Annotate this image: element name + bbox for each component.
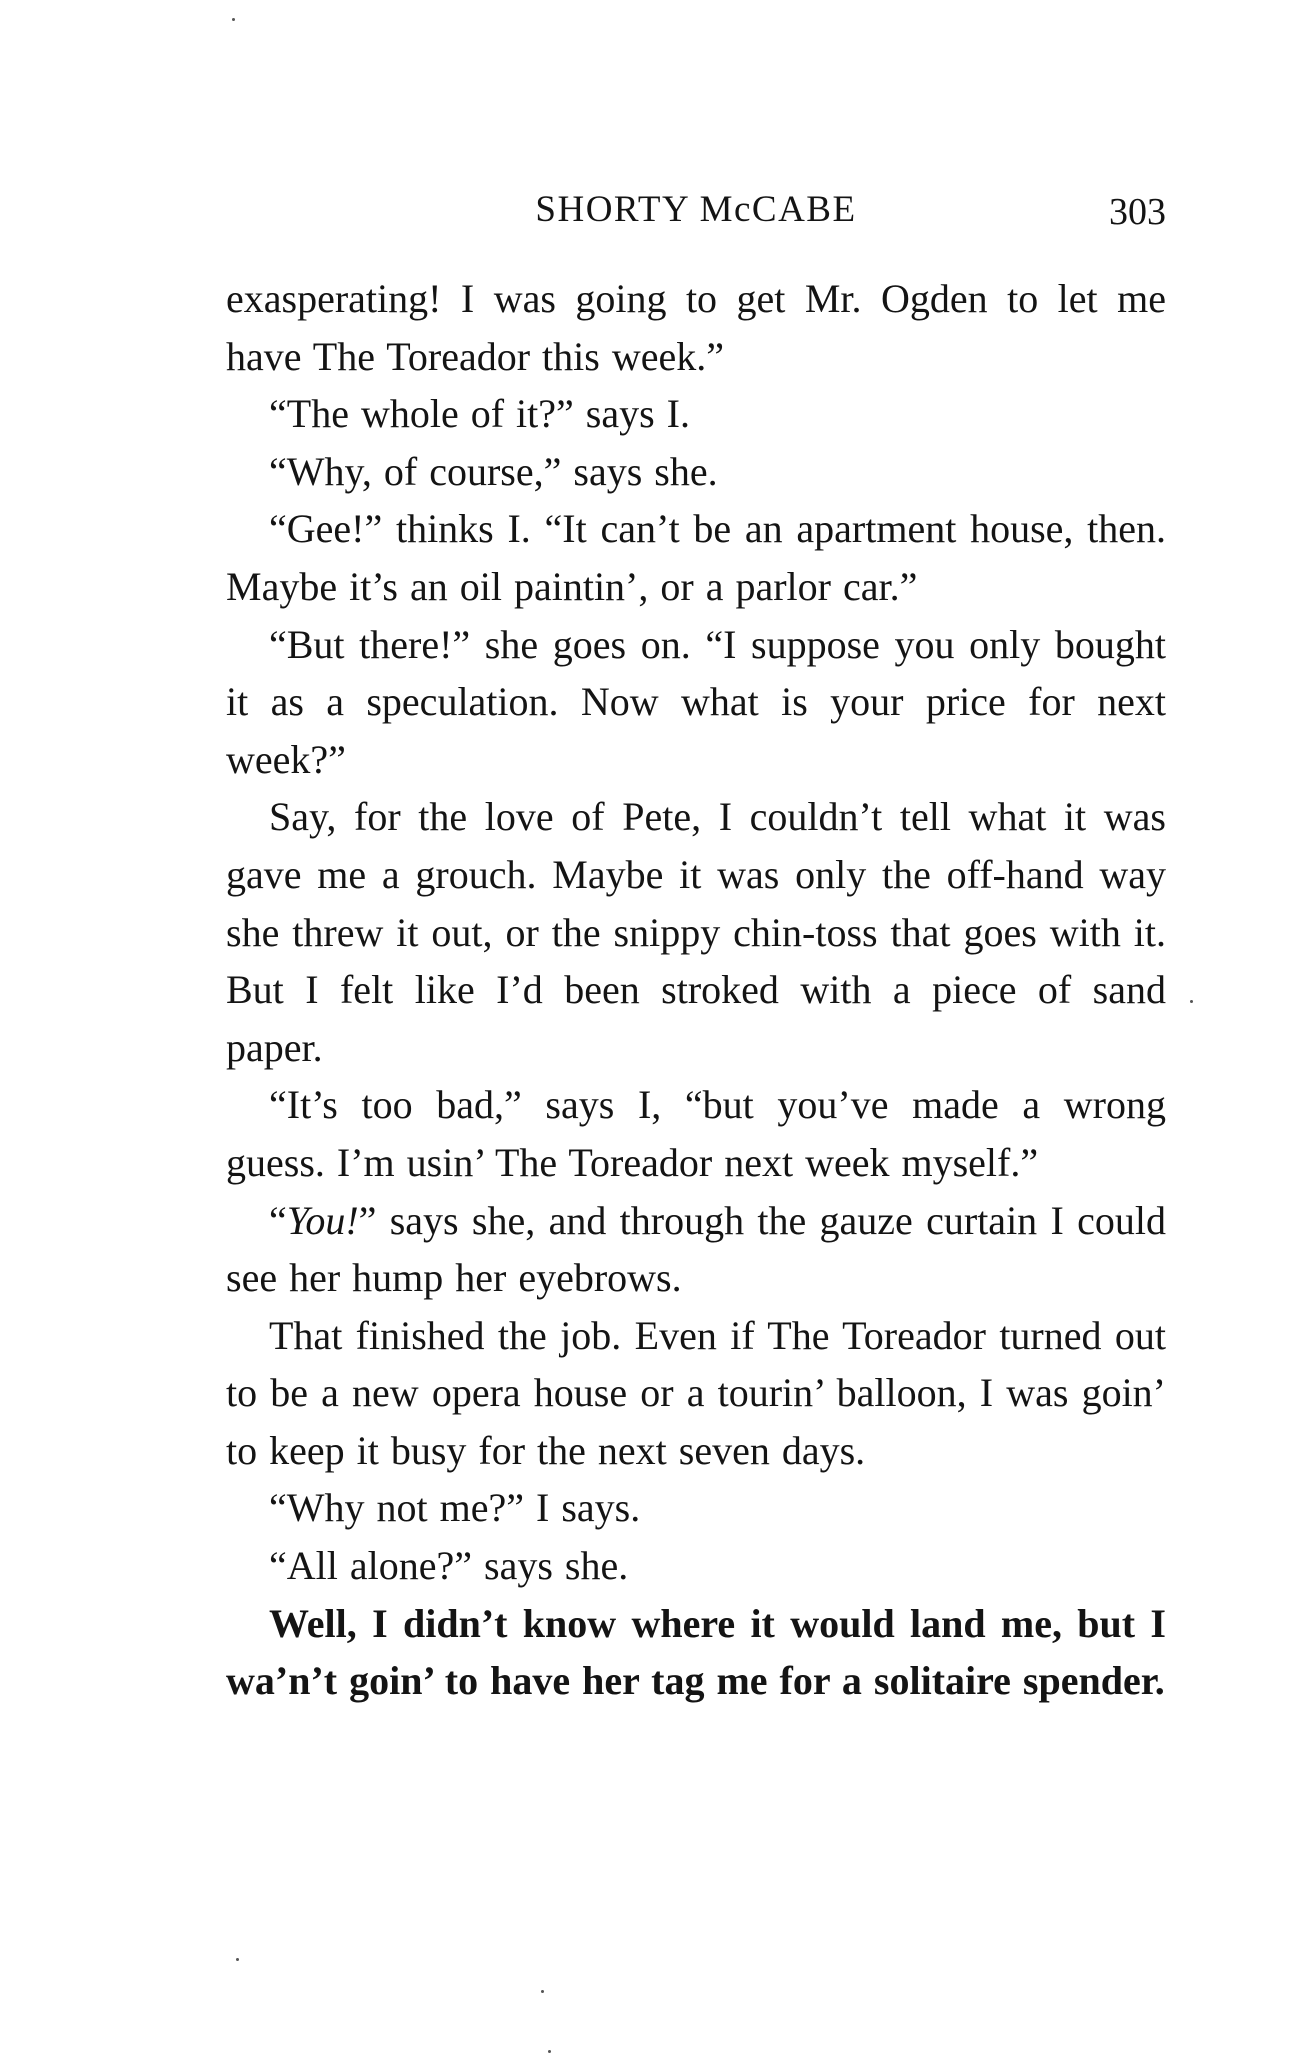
open-quote: “ bbox=[269, 1197, 287, 1243]
emphasized-word: You! bbox=[286, 1197, 359, 1243]
page-number: 303 bbox=[1109, 191, 1166, 233]
paragraph-with-emphasis bbox=[226, 1192, 1166, 1307]
scan-speck bbox=[236, 1958, 239, 1961]
scan-speck bbox=[232, 18, 235, 21]
body-text bbox=[226, 270, 1166, 1710]
paragraph: That finished the job. Even if The Toreador turned out to be a new opera house or a tourin’ balloon, I was goin’ to keep it busy for the next seven days. bbox=[226, 1312, 1166, 1473]
paragraph: “But there!” she goes on. “I suppose you only bought it as a speculation. Now what is your price for next week?” bbox=[226, 621, 1166, 782]
paragraph: Say, for the love of Pete, I couldn’t tell what it was gave me a grouch. Maybe it was only the off-hand way she threw it out, or the snippy chin-toss that goes with it. But I felt like I’d been stroked with a piece of sand paper. bbox=[226, 794, 1166, 1070]
running-title: SHORTY McCABE bbox=[535, 189, 857, 230]
scan-speck bbox=[541, 1990, 544, 1993]
paragraph-continued: exasperating! I was going to get Mr. Ogden to let me have The Toreador this week.” bbox=[226, 276, 1166, 379]
scan-speck bbox=[548, 2050, 551, 2053]
paragraph: “Gee!” thinks I. “It can’t be an apartment house, then. Maybe it’s an oil paintin’, or a parlor car.” bbox=[226, 506, 1166, 609]
paragraph: “Why, of course,” says she. bbox=[269, 448, 718, 494]
paragraph-rest: ” says she, and through the gauze curtain I could see her hump her eyebrows. bbox=[226, 1197, 1166, 1301]
scan-speck bbox=[1190, 1000, 1193, 1003]
paragraph: “It’s too bad,” says I, “but you’ve made a wrong guess. I’m usin’ The Toreador next week myself.” bbox=[226, 1082, 1166, 1185]
paragraph: Well, I didn’t know where it would land me, but I wa’n’t goin’ to have her tag me for a solitaire spender. bbox=[226, 1600, 1166, 1704]
running-head bbox=[226, 188, 1166, 248]
paragraph: “Why not me?” I says. bbox=[269, 1485, 641, 1531]
paragraph: “All alone?” says she. bbox=[269, 1543, 629, 1589]
paragraph: “The whole of it?” says I. bbox=[269, 391, 690, 437]
